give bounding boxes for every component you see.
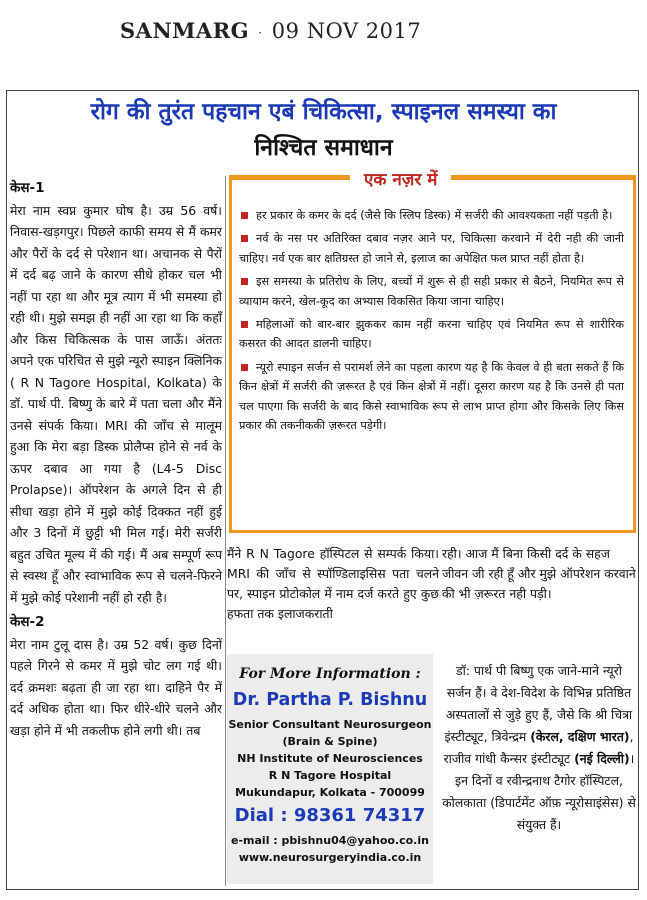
email-address: e-mail : pbishnu04@yahoo.co.in — [231, 834, 429, 847]
at-a-glance-box — [229, 170, 636, 533]
box-item: महिलाओं को बार-बार झुककर काम नहीं करना चाहिए एवं नियमित रूप से शारीरिक कसरत की आदत डालनी चाहिए। — [239, 318, 624, 351]
hospital-name: R N Tagore Hospital — [268, 769, 392, 782]
doctor-name: Dr. Partha P. Bishnu — [232, 690, 428, 710]
newspaper-name: SANMARG — [120, 18, 250, 43]
info-title: For More Information : — [239, 666, 421, 682]
institute-name: NH Institute of Neurosciences — [237, 752, 423, 765]
website-url: www.neurosurgeryindia.co.in — [238, 851, 422, 864]
contact-info-box — [227, 654, 433, 884]
case1-text: मेरा नाम स्वप्न कुमार घोष है। उम्र 56 वर्ष। निवास-खड़गपुर। पिछले काफी समय से मैं कमर और पैरों के दर्द से परेशान था। अचानक से पैरों में दर्द बढ़ जाने के कारण सीधे होकर चल भी नहीं पा रहा था और मूत्र त्याग में भी समस्या हो रही थी। मुझे समझ ही नहीं आ रहा था कि कहाँ और किस चिकित्सक के पास जाऊँ। अंततः अपने एक परिचित से मुझे न्यूरो स्पाइन क्लिनिक ( R N Tagore Hospital, Kolkata) के डॉ. पार्थ पी. बिष्णु के बारे में पता चला और मैंने उनसे संपर्क किया। MRI की जाँच से मालूम हुआ कि मेरा बड़ा डिस्क प्रोलैप्स होने से नर्व के ऊपर दबाव आ गया है (L4-5 Disc Prolapse)। ऑपरेशन के अगले दिन से ही सीधा खड़ा होने में मुझे कोई दिक्कत नहीं हुई और 3 दिनों में छुट्टी भी मिल गई। मेरी सर्जरी बहुत उचित मूल्य में की गई। मैं अब सम्पूर्ण रूप से स्वस्थ हूँ और स्वाभाविक रूप से चलने-फिरने में मुझे कोई परेशानी नहीं हो रही है। — [10, 202, 222, 605]
masthead — [120, 18, 520, 43]
subheadline: निश्चित समाधान — [254, 135, 393, 161]
hospital-address: Mukundapur, Kolkata - 700099 — [235, 786, 425, 799]
case2-text: मेरा नाम टुलू दास है। उम्र 52 वर्ष। कुछ दिनों पहले गिरने से कमर में मुझे चोट लग गई थी। दर्द क्रमशः बढ़ता ही जा रहा था। दाहिने पैर में दर्द अधिक होता था। फिर धीरे-धीरे चलने और खड़ा होने में भी तकलीफ होने लगी थी। तब — [10, 636, 222, 738]
headline: रोग की तुरंत पहचान एबं चिकित्सा, स्पाइनल समस्या का — [90, 99, 557, 125]
masthead-separator: · — [258, 25, 263, 40]
bullet-square-icon — [241, 212, 248, 219]
doctor-designation: Senior Consultant Neurosurgeon — [228, 718, 432, 731]
bullet-square-icon — [241, 278, 248, 285]
publication-date: 09 NOV 2017 — [271, 19, 422, 43]
left-column — [10, 178, 222, 741]
doctor-bio: डॉ: पार्थ पी बिष्णु एक जाने-माने न्यूरो सर्जन हैं। वे देश-विदेश के विभिन्न प्रतिष्ठित अस्पतालों से जुड़े हुए हैं, जैसे कि श्री चित्रा इंस्टीट्यूट, त्रिवेन्द्रम (केरल, दक्षिण भारत), राजीव गांधी कैन्सर इंस्टीट्यूट (नई दिल्ली)। इन दिनों व रवीन्द्रनाथ टैगोर हॉस्पिटल, कोलकाता (डिपार्टमेंट ऑफ़ न्यूरोसाइंसेस) से संयुक्त हैं। — [442, 663, 636, 832]
bullet-square-icon — [241, 364, 248, 371]
box-list — [239, 206, 624, 439]
doctor-specialty: (Brain & Spine) — [282, 735, 378, 748]
case2-title: केस-2 — [10, 614, 45, 630]
case2-continued: मैंने R N Tagore हॉस्पिटल से सम्पर्क किया। MRI की जाँच से स्पॉण्डिलाइसिस पता चलने पर, स्पाइन प्रोटोकोल में नाम दर्ज करते हुए कुछ हफता तक इलाजकराती — [227, 546, 439, 621]
box-item: नर्व के नस पर अतिरिक्त दबाव नज़र आने पर, चिकित्सा करवाने में देरी नही की जानी चाहिए। नर्व एक बार क्षतिग्रस्त हो जाने से, इलाज का अपेक्षित फल प्राप्त नहीं होता है। — [239, 232, 624, 265]
column-divider — [225, 176, 226, 886]
box-item: इस समस्या के प्रतिरोध के लिए, बच्चों में शुरू से ही सही प्रकार से बैठने, नियमित रूप से व्यायाम करने, खेल-कूद का अभ्यास विकसित किया जाना चाहिए। — [239, 275, 624, 308]
box-item: हर प्रकार के कमर के दर्द (जैसे कि स्लिप डिस्क) में सर्जरी की आवश्यकता नहीं पड़ती है। — [239, 206, 624, 225]
bullet-square-icon — [241, 321, 248, 328]
case1-title: केस-1 — [10, 180, 45, 196]
box-title: एक नज़र में — [350, 167, 451, 193]
phone-number: Dial : 98361 74317 — [234, 805, 426, 826]
case2-end: रही। आज मैं बिना किसी दर्द के सहज जीवन जी रही हूँ और मुझे ऑपरेशन करवाने की भी ज़रूरत नही पड़ी। — [442, 546, 636, 601]
bullet-square-icon — [241, 235, 248, 242]
box-item: न्यूरो स्पाइन सर्जन से परामर्श लेने का पहला कारण यह है कि केवल वे ही बता सकते हैं कि किन क्षेत्रों में सर्जरी की ज़रूरत है एवं किन क्षेत्रों में नहीं। दूसरा कारण यह है कि उनसे ही पता चल पाएगा कि सर्जरी के बाद किसे स्वाभाविक रूप से लाभ प्राप्त होगा और किसके लिए किस प्रकार की तकनीककी ज़रूरत पड़ेगी। — [239, 360, 624, 433]
